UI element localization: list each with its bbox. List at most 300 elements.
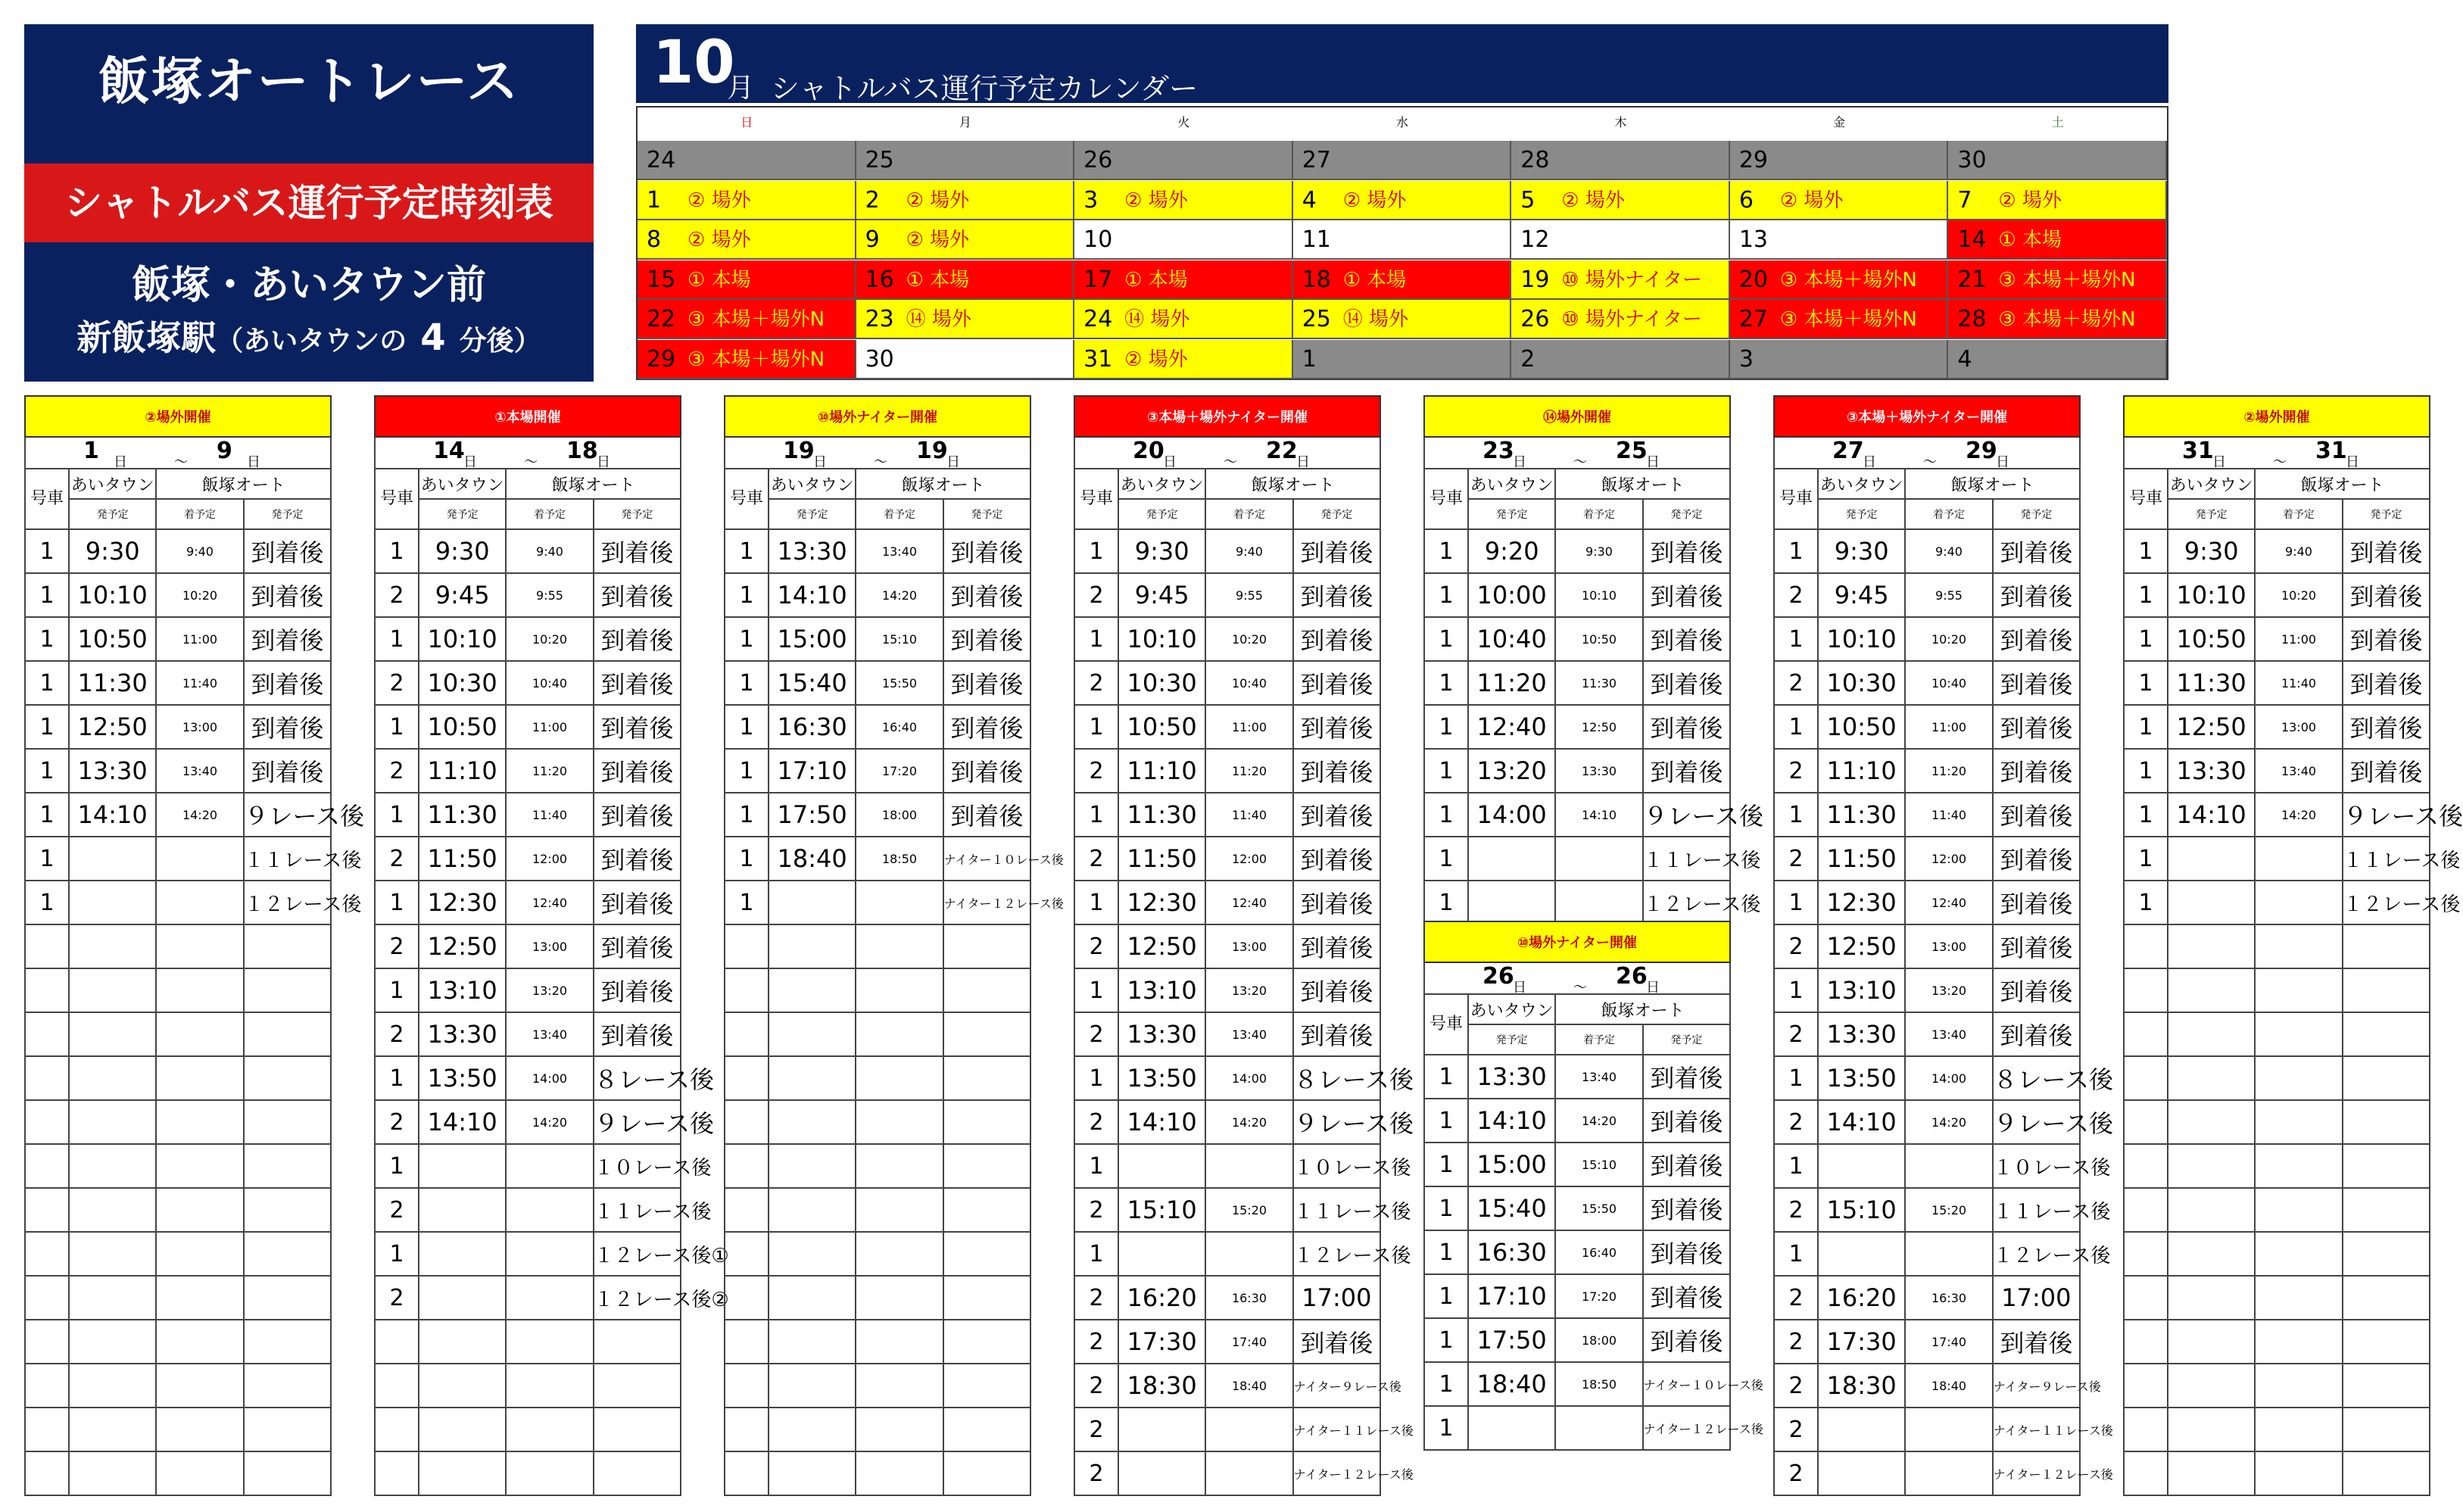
iizuka-arrival	[156, 837, 243, 881]
car-number: 1	[2124, 661, 2168, 705]
aitown-header: あいタウン	[1118, 469, 1205, 499]
timetable-title: ⑭場外開催	[1423, 395, 1731, 438]
iizuka-header: 飯塚オート	[1905, 469, 2080, 499]
iizuka-departure	[2343, 1012, 2430, 1056]
aitown-departure: 11:10	[419, 749, 506, 793]
aitown-departure: 18:30	[1818, 1364, 1905, 1408]
table-row	[1424, 1362, 1730, 1406]
iizuka-departure	[2343, 1100, 2430, 1144]
aitown-departure: 13:10	[1818, 968, 1905, 1012]
car-number: 1	[1074, 529, 1118, 573]
aitown-departure: 11:30	[419, 793, 506, 837]
table-row	[2124, 1056, 2430, 1100]
calendar-event: ① 本場	[906, 268, 970, 291]
iizuka-arrival	[856, 1012, 943, 1056]
calendar-event: ① 本場	[687, 268, 751, 291]
table-row	[2124, 1144, 2430, 1188]
iizuka-arrival: 17:40	[1905, 1320, 1992, 1364]
calendar-day-number: 6	[1738, 186, 1754, 214]
iizuka-departure: ８レース後	[594, 1056, 681, 1100]
weekday-label: 土	[2051, 115, 2064, 129]
iizuka-departure: 到着後	[2343, 617, 2430, 661]
iizuka-arrival	[1555, 881, 1642, 924]
iizuka-departure	[943, 968, 1030, 1012]
calendar-day	[1948, 260, 2167, 300]
iizuka-departure	[244, 1320, 331, 1364]
iizuka-arrival: 13:20	[1205, 968, 1292, 1012]
calendar-day	[1730, 141, 1949, 180]
car-number: 2	[1074, 837, 1118, 881]
iizuka-arrival: 11:00	[156, 617, 243, 661]
iizuka-arrival	[2255, 837, 2342, 881]
car-number	[725, 924, 769, 968]
table-row	[25, 617, 331, 661]
aitown-departure: 12:50	[1818, 924, 1905, 968]
iizuka-arrival: 9:40	[1905, 529, 1992, 573]
aitown-departure: 13:10	[419, 968, 506, 1012]
iizuka-departure: １０レース後	[1293, 1144, 1380, 1188]
calendar-day-number: 9	[865, 226, 880, 254]
aitown-departure: 13:50	[1118, 1056, 1205, 1100]
car-number: 1	[1074, 617, 1118, 661]
car-number: 1	[25, 705, 69, 749]
iizuka-arrival: 14:10	[1555, 793, 1642, 837]
iizuka-arrival: 11:40	[156, 661, 243, 705]
iizuka-departure: 到着後	[943, 617, 1030, 661]
iizuka-departure	[943, 1188, 1030, 1232]
day-unit: 日	[1296, 454, 1310, 470]
iizuka-arrival	[506, 1188, 593, 1232]
aitown-departure	[69, 968, 156, 1012]
table-row	[375, 573, 681, 617]
aitown-departure	[769, 924, 856, 968]
car-number	[25, 1056, 69, 1100]
aitown-departure	[769, 1451, 856, 1495]
iizuka-arrival: 16:40	[856, 705, 943, 749]
iizuka-arrival: 9:55	[1905, 573, 1992, 617]
iizuka-arrival: 11:40	[506, 793, 593, 837]
car-number: 2	[375, 573, 419, 617]
day-unit: 日	[813, 454, 827, 470]
aitown-departure	[1818, 1144, 1905, 1188]
aitown-departure	[419, 1408, 506, 1451]
weekday-label: 木	[1614, 115, 1627, 129]
table-row	[2124, 573, 2430, 617]
table-row	[2124, 1100, 2430, 1144]
aitown-departure	[1468, 837, 1555, 881]
timetable-title: ①本場開催	[374, 395, 681, 438]
table-row	[2124, 968, 2430, 1012]
car-number: 1	[1074, 705, 1118, 749]
iizuka-arrival	[856, 1320, 943, 1364]
iizuka-arrival: 14:00	[1205, 1056, 1292, 1100]
iizuka-departure: １２レース後②	[594, 1276, 681, 1320]
car-number: 1	[1424, 837, 1468, 881]
arr-header: 着予定	[506, 499, 593, 529]
aitown-departure: 10:30	[1118, 661, 1205, 705]
table-row	[375, 617, 681, 661]
iizuka-arrival: 9:55	[1205, 573, 1292, 617]
timetable-grid	[24, 468, 365, 1496]
iizuka-arrival	[856, 1232, 943, 1276]
iizuka-arrival: 18:00	[1555, 1318, 1642, 1362]
table-row	[1774, 1451, 2080, 1495]
table-row	[2124, 1188, 2430, 1232]
iizuka-arrival	[506, 1320, 593, 1364]
iizuka-departure: １０レース後	[1993, 1144, 2080, 1188]
table-row	[725, 749, 1030, 793]
iizuka-arrival: 13:40	[856, 529, 943, 573]
aitown-departure: 18:40	[769, 837, 856, 881]
iizuka-departure: 到着後	[244, 705, 331, 749]
aitown-departure: 14:10	[2168, 793, 2255, 837]
car-number: 1	[1074, 1144, 1118, 1188]
aitown-departure: 11:30	[2168, 661, 2255, 705]
iizuka-departure	[2343, 968, 2430, 1012]
car-number	[725, 1012, 769, 1056]
table-row	[375, 968, 681, 1012]
date-from: 14	[433, 438, 465, 464]
calendar-day-number: 10	[1083, 226, 1113, 254]
dep-header: 発予定	[419, 499, 506, 529]
table-row	[1424, 793, 1730, 837]
iizuka-arrival	[856, 1100, 943, 1144]
header-row	[1774, 469, 2080, 499]
aitown-departure: 9:30	[1118, 529, 1205, 573]
aitown-departure	[419, 1232, 506, 1276]
timetable	[1074, 395, 1414, 1496]
iizuka-arrival	[156, 1144, 243, 1188]
aitown-departure: 13:30	[769, 529, 856, 573]
aitown-departure	[419, 1188, 506, 1232]
iizuka-departure	[2343, 1276, 2430, 1320]
iizuka-departure	[2343, 1144, 2430, 1188]
car-number: 1	[25, 881, 69, 924]
iizuka-departure: 到着後	[1643, 749, 1730, 793]
calendar-day-number: 17	[1083, 266, 1113, 293]
aitown-departure: 13:30	[1468, 1055, 1555, 1099]
table-row	[1774, 1056, 2080, 1100]
car-number: 2	[375, 1100, 419, 1144]
iizuka-arrival	[856, 968, 943, 1012]
date-to: 31	[2315, 438, 2347, 464]
aitown-departure	[769, 881, 856, 924]
iizuka-departure: ナイター１１レース後	[1293, 1408, 1380, 1451]
day-unit: 日	[1513, 980, 1526, 996]
aitown-departure	[69, 1364, 156, 1408]
iizuka-arrival: 11:30	[1555, 661, 1642, 705]
iizuka-arrival: 13:00	[1205, 924, 1292, 968]
aitown-departure	[69, 1408, 156, 1451]
iizuka-departure	[2343, 1451, 2430, 1495]
aitown-header: あいタウン	[1468, 469, 1555, 499]
day-unit: 日	[463, 454, 477, 470]
timetable-title: ③本場＋場外ナイター開催	[1074, 395, 1381, 438]
iizuka-arrival: 18:00	[856, 793, 943, 837]
calendar-day	[1511, 300, 1730, 339]
calendar-event: ② 場外	[1124, 189, 1188, 212]
car-number: 1	[725, 573, 769, 617]
table-row	[375, 1188, 681, 1232]
iizuka-departure: 到着後	[943, 661, 1030, 705]
aitown-departure	[2168, 881, 2255, 924]
calendar-event: ③ 本場＋場外N	[687, 308, 825, 332]
iizuka-arrival	[156, 1320, 243, 1364]
date-range	[724, 438, 1031, 468]
timetable-grid	[374, 468, 729, 1496]
aitown-departure	[69, 837, 156, 881]
iizuka-departure: ナイター１２レース後	[1293, 1451, 1380, 1495]
calendar-day	[1074, 141, 1293, 180]
iizuka-arrival: 16:40	[1555, 1230, 1642, 1274]
iizuka-arrival	[1205, 1408, 1292, 1451]
iizuka-arrival	[1205, 1232, 1292, 1276]
table-row	[25, 661, 331, 705]
car-number: 1	[375, 793, 419, 837]
date-from: 19	[783, 438, 815, 464]
table-row	[1424, 881, 1730, 924]
calendar-day	[1293, 220, 1512, 260]
iizuka-arrival	[156, 1364, 243, 1408]
car-number	[2124, 1276, 2168, 1320]
calendar-day-number: 2	[865, 186, 880, 214]
arr-header: 着予定	[856, 499, 943, 529]
aitown-departure: 9:45	[1118, 573, 1205, 617]
date-from: 23	[1482, 438, 1514, 464]
calendar-day-number: 20	[1738, 266, 1769, 293]
car-number	[2124, 1056, 2168, 1100]
table-row	[1074, 1451, 1380, 1495]
iizuka-arrival: 13:00	[1905, 924, 1992, 968]
aitown-departure: 12:30	[419, 881, 506, 924]
iizuka-arrival: 12:40	[1905, 881, 1992, 924]
aitown-departure	[1818, 1232, 1905, 1276]
aitown-header: あいタウン	[1818, 469, 1905, 499]
iizuka-departure: １２レース後	[2343, 881, 2430, 924]
table-row	[1774, 617, 2080, 661]
iizuka-departure: 到着後	[1993, 529, 2080, 573]
table-row	[1774, 881, 2080, 924]
iizuka-departure: ナイター１２レース後	[1643, 1406, 1730, 1450]
iizuka-arrival: 9:40	[2255, 529, 2342, 573]
iizuka-departure: 到着後	[1993, 617, 2080, 661]
car-number	[2124, 924, 2168, 968]
iizuka-departure: １２レース後	[1293, 1232, 1380, 1276]
iizuka-departure: 到着後	[2343, 529, 2430, 573]
calendar-event: ③ 本場＋場外N	[1779, 268, 1917, 291]
route-note-a: （あいタウンの	[216, 326, 407, 357]
aitown-departure	[69, 1056, 156, 1100]
car-number	[725, 968, 769, 1012]
aitown-departure	[769, 1320, 856, 1364]
iizuka-departure	[244, 1056, 331, 1100]
car-number	[2124, 1364, 2168, 1408]
iizuka-departure: 到着後	[594, 705, 681, 749]
iizuka-arrival: 16:30	[1905, 1276, 1992, 1320]
table-row	[725, 573, 1030, 617]
car-number: 1	[1774, 968, 1818, 1012]
table-row	[25, 837, 331, 881]
car-number: 1	[1424, 1230, 1468, 1274]
aitown-departure	[2168, 924, 2255, 968]
calendar-day	[638, 141, 856, 180]
table-row	[2124, 1276, 2430, 1320]
timetable	[1423, 921, 1763, 1451]
car-number	[2124, 1100, 2168, 1144]
table-row	[725, 1451, 1030, 1495]
day-unit: 日	[1646, 454, 1660, 470]
calendar-event: ⑩ 場外ナイター	[1561, 268, 1703, 291]
iizuka-departure	[2343, 1408, 2430, 1451]
iizuka-departure: １２レース後①	[594, 1232, 681, 1276]
iizuka-arrival	[1205, 1451, 1292, 1495]
iizuka-arrival: 15:10	[856, 617, 943, 661]
calendar-day-number: 30	[865, 346, 894, 373]
table-row	[375, 1451, 681, 1495]
aitown-departure: 17:50	[1468, 1318, 1555, 1362]
iizuka-departure: １１レース後	[244, 837, 331, 881]
aitown-departure	[1818, 1451, 1905, 1495]
table-row	[25, 749, 331, 793]
calendar-day	[1511, 340, 1730, 379]
car-number	[25, 1188, 69, 1232]
iizuka-arrival: 13:30	[1555, 749, 1642, 793]
table-row	[1074, 793, 1380, 837]
timetable	[24, 395, 365, 1496]
iizuka-arrival	[2255, 881, 2342, 924]
iizuka-arrival: 13:40	[1905, 1012, 1992, 1056]
day-unit: 日	[1163, 454, 1177, 470]
iizuka-arrival	[156, 1188, 243, 1232]
aitown-departure	[1118, 1408, 1205, 1451]
iizuka-departure	[594, 1320, 681, 1364]
day-unit: 日	[1646, 980, 1660, 996]
aitown-departure: 10:10	[1818, 617, 1905, 661]
car-number	[725, 1188, 769, 1232]
table-row	[1074, 705, 1380, 749]
iizuka-departure: 到着後	[1293, 661, 1380, 705]
car-number: 1	[1774, 1232, 1818, 1276]
aitown-departure	[2168, 1100, 2255, 1144]
table-row	[2124, 705, 2430, 749]
iizuka-arrival: 12:00	[1905, 837, 1992, 881]
table-row	[725, 837, 1030, 881]
car-number: 1	[2124, 793, 2168, 837]
aitown-departure: 9:45	[1818, 573, 1905, 617]
car-number	[725, 1320, 769, 1364]
table-row	[725, 617, 1030, 661]
car-header: 号車	[2124, 469, 2168, 529]
dep-header: 発予定	[943, 499, 1030, 529]
calendar-day-number: 19	[1520, 266, 1550, 293]
table-row	[1424, 1274, 1730, 1318]
iizuka-departure: 到着後	[244, 749, 331, 793]
aitown-departure: 10:10	[1118, 617, 1205, 661]
iizuka-arrival	[2255, 1012, 2342, 1056]
iizuka-departure: 到着後	[1643, 617, 1730, 661]
aitown-departure: 12:50	[2168, 705, 2255, 749]
car-number: 1	[1074, 968, 1118, 1012]
aitown-departure	[769, 1144, 856, 1188]
iizuka-departure: 到着後	[1993, 924, 2080, 968]
aitown-departure: 13:30	[69, 749, 156, 793]
calendar-day-number: 25	[865, 147, 894, 173]
dep-header: 発予定	[2168, 499, 2255, 529]
aitown-departure	[69, 1100, 156, 1144]
table-row	[375, 749, 681, 793]
table-row	[2124, 749, 2430, 793]
day-unit: 日	[114, 454, 127, 470]
car-number: 2	[1774, 573, 1818, 617]
table-row	[375, 661, 681, 705]
iizuka-arrival: 14:20	[156, 793, 243, 837]
car-number: 1	[2124, 617, 2168, 661]
iizuka-arrival	[506, 1232, 593, 1276]
calendar-day	[1074, 260, 1293, 300]
date-to: 22	[1266, 438, 1298, 464]
car-number: 1	[1424, 1186, 1468, 1230]
aitown-departure: 16:30	[1468, 1230, 1555, 1274]
iizuka-arrival	[2255, 1276, 2342, 1320]
car-number: 1	[1424, 661, 1468, 705]
table-row	[1074, 881, 1380, 924]
weekday-label: 金	[1833, 115, 1846, 129]
iizuka-departure: ９レース後	[1993, 1100, 2080, 1144]
calendar-event: ⑭ 場外	[906, 308, 971, 332]
table-row	[1774, 1144, 2080, 1188]
table-row	[725, 1144, 1030, 1188]
aitown-departure: 14:10	[1468, 1099, 1555, 1143]
aitown-departure: 10:10	[2168, 573, 2255, 617]
car-number	[725, 1232, 769, 1276]
table-row	[1074, 968, 1380, 1012]
car-number: 2	[1774, 1276, 1818, 1320]
aitown-header: あいタウン	[1468, 994, 1555, 1024]
aitown-departure	[2168, 1144, 2255, 1188]
iizuka-departure	[2343, 1320, 2430, 1364]
car-number: 2	[1074, 661, 1118, 705]
aitown-departure: 14:10	[1118, 1100, 1205, 1144]
iizuka-departure	[244, 924, 331, 968]
car-number: 1	[1774, 705, 1818, 749]
table-row	[375, 793, 681, 837]
timetable-grid	[1074, 468, 1414, 1496]
date-to: 9	[217, 438, 232, 464]
table-row	[2124, 924, 2430, 968]
iizuka-arrival: 14:20	[1555, 1099, 1642, 1143]
iizuka-header: 飯塚オート	[156, 469, 331, 499]
car-number: 2	[1774, 1364, 1818, 1408]
iizuka-departure: 到着後	[943, 573, 1030, 617]
table-row	[1074, 1056, 1380, 1100]
calendar-day-number: 1	[647, 186, 662, 214]
iizuka-arrival: 17:20	[1555, 1274, 1642, 1318]
car-header: 号車	[1774, 469, 1818, 529]
iizuka-departure: １１レース後	[1643, 837, 1730, 881]
table-row	[725, 968, 1030, 1012]
calendar-day	[856, 141, 1075, 180]
iizuka-arrival: 18:50	[1555, 1362, 1642, 1406]
table-row	[725, 1408, 1030, 1451]
aitown-departure	[2168, 1408, 2255, 1451]
table-row	[1774, 705, 2080, 749]
car-number: 2	[1774, 749, 1818, 793]
car-number: 2	[375, 924, 419, 968]
calendar-day-number: 26	[1083, 147, 1113, 173]
iizuka-arrival	[856, 1056, 943, 1100]
timetable-title: ⑩場外ナイター開催	[1423, 921, 1731, 963]
day-unit: 日	[597, 454, 610, 470]
